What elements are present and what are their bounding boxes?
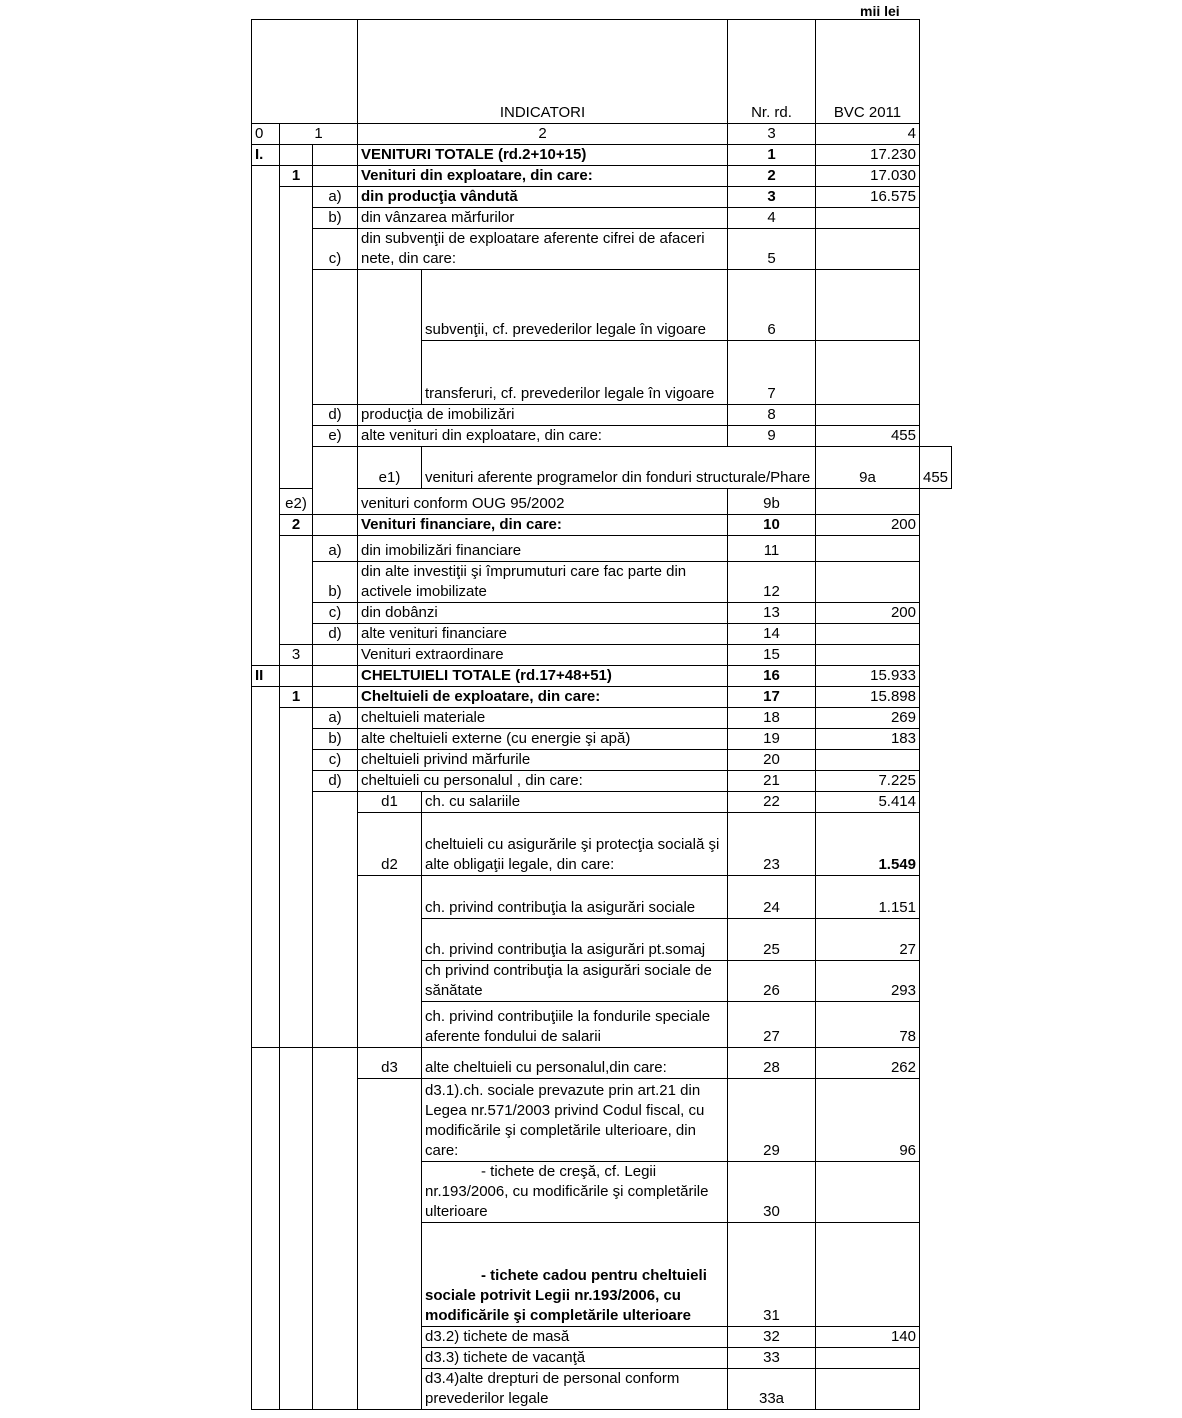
- row-number: 33: [728, 1348, 816, 1369]
- row-label: producţia de imobilizări: [358, 405, 728, 426]
- row-value: [816, 1162, 920, 1223]
- row-number: 9: [728, 426, 816, 447]
- row-letter: e1): [358, 447, 422, 489]
- table-row: [252, 515, 952, 536]
- row-number: 15: [728, 645, 816, 666]
- row-value: [816, 750, 920, 771]
- row-value: [816, 645, 920, 666]
- row-number: 3: [728, 187, 816, 208]
- row-number: 24: [728, 876, 816, 919]
- row-number: 10: [728, 515, 816, 536]
- row-letter: c): [313, 603, 358, 624]
- row-letter: b): [313, 208, 358, 229]
- table-row: [252, 624, 952, 645]
- row-number: 22: [728, 792, 816, 813]
- table-row: [252, 562, 952, 603]
- row-label: cheltuieli privind mărfurile: [358, 750, 728, 771]
- group-spacer: [280, 708, 313, 1048]
- group-spacer: [280, 536, 313, 645]
- row-value: [816, 1369, 920, 1410]
- row-value: 455: [920, 447, 952, 489]
- row-value: 262: [816, 1048, 920, 1079]
- letter-spacer: [313, 270, 358, 405]
- row-value: 293: [816, 961, 920, 1002]
- table-row: [252, 1048, 952, 1079]
- header-row-number: Nr. rd.: [728, 20, 816, 124]
- header-budget: BVC 2011: [816, 20, 920, 124]
- row-label: alte cheltuieli cu personalul,din care:: [422, 1048, 728, 1079]
- row-number: 5: [728, 229, 816, 270]
- row-label: ch. cu salariile: [422, 792, 728, 813]
- row-label: din dobânzi: [358, 603, 728, 624]
- row-number: 16: [728, 666, 816, 687]
- row-number: 23: [728, 813, 816, 876]
- column-number-row: [252, 124, 952, 145]
- row-letter: d): [313, 771, 358, 792]
- row-label: transferuri, cf. prevederilor legale în vigoare: [422, 341, 728, 405]
- table-row: [252, 645, 952, 666]
- row-label: [422, 1162, 728, 1223]
- sub-spacer: [358, 1079, 422, 1410]
- group-spacer: [313, 447, 358, 515]
- row-value: 16.575: [816, 187, 920, 208]
- column-number-2: 2: [358, 124, 728, 145]
- row-value: [816, 536, 920, 562]
- column-number-3: 3: [728, 124, 816, 145]
- row-label: din subvenţii de exploatare aferente cifrei de afaceri nete, din care:: [358, 229, 728, 270]
- row-subindex: d2: [358, 813, 422, 876]
- section-spacer: [252, 1048, 280, 1410]
- letter-spacer: [313, 1048, 358, 1410]
- group-number: 3: [280, 645, 313, 666]
- header-row: [252, 20, 952, 124]
- row-letter: a): [313, 536, 358, 562]
- row-number: 28: [728, 1048, 816, 1079]
- row-value: 27: [816, 919, 920, 961]
- row-label: alte cheltuieli externe (cu energie şi apă): [358, 729, 728, 750]
- row-label: [422, 1223, 728, 1327]
- row-number: 8: [728, 405, 816, 426]
- row-number: 12: [728, 562, 816, 603]
- row-number: 26: [728, 961, 816, 1002]
- header-blank-cell: [252, 20, 358, 124]
- table-row: [252, 208, 952, 229]
- row-number: 27: [728, 1002, 816, 1048]
- row-value: [816, 1223, 920, 1327]
- row-label-text: - tichete de creşă, cf. Legii nr.193/2006, cu modificările şi completările ulterioare: [425, 1163, 709, 1220]
- row-label: VENITURI TOTALE (rd.2+10+15): [358, 145, 728, 166]
- row-value: 140: [816, 1327, 920, 1348]
- row-number: 2: [728, 166, 816, 187]
- row-number: 33a: [728, 1369, 816, 1410]
- row-letter: b): [313, 562, 358, 603]
- row-subindex: d3: [358, 1048, 422, 1079]
- row-value: [816, 229, 920, 270]
- row-label: Venituri din exploatare, din care:: [358, 166, 728, 187]
- row-label: din vânzarea mărfurilor: [358, 208, 728, 229]
- table-row: [252, 536, 952, 562]
- row-label: ch. privind contribuţiile la fondurile speciale aferente fondului de salarii: [422, 1002, 728, 1048]
- row-letter: e): [313, 426, 358, 447]
- row-label: din imobilizări financiare: [358, 536, 728, 562]
- row-letter: a): [313, 708, 358, 729]
- row-value: [816, 405, 920, 426]
- row-label: Venituri financiare, din care:: [358, 515, 728, 536]
- row-letter: c): [313, 750, 358, 771]
- table-row: [252, 405, 952, 426]
- row-value: 17.030: [816, 166, 920, 187]
- sub-spacer: [358, 270, 422, 405]
- table-row: [252, 729, 952, 750]
- row-letter: d): [313, 624, 358, 645]
- group-spacer: [280, 1048, 313, 1410]
- row-number: 31: [728, 1223, 816, 1327]
- section-number: II: [252, 666, 280, 687]
- row-label: d3.3) tichete de vacanţă: [422, 1348, 728, 1369]
- row-number: 7: [728, 341, 816, 405]
- table-row: [252, 187, 952, 208]
- section-number: I.: [252, 145, 280, 166]
- row-number: 13: [728, 603, 816, 624]
- row-value: 96: [816, 1079, 920, 1162]
- sub-spacer: [358, 876, 422, 1048]
- row-number: 4: [728, 208, 816, 229]
- row-value: 200: [816, 515, 920, 536]
- row-value: [816, 1348, 920, 1369]
- table-row: [252, 447, 952, 489]
- header-indicator: INDICATORI: [358, 20, 728, 124]
- row-value: 200: [816, 603, 920, 624]
- row-number: 32: [728, 1327, 816, 1348]
- row-label: d3.1).ch. sociale prevazute prin art.21 din Legea nr.571/2003 privind Codul fiscal, cu modificările şi completările ulterioare, din care:: [422, 1079, 728, 1162]
- group-spacer: [280, 187, 313, 489]
- row-letter: b): [313, 729, 358, 750]
- row-number: 17: [728, 687, 816, 708]
- row-number: 18: [728, 708, 816, 729]
- row-value: [816, 562, 920, 603]
- table-row: [252, 708, 952, 729]
- row-label: venituri aferente programelor din fonduri structurale/Phare: [422, 447, 816, 489]
- letter-spacer: [313, 792, 358, 1048]
- row-value: 15.933: [816, 666, 920, 687]
- row-label: subvenţii, cf. prevederilor legale în vigoare: [422, 270, 728, 341]
- row-value: [816, 270, 920, 341]
- column-number-4: 4: [816, 124, 920, 145]
- row-value: [816, 489, 920, 515]
- row-number: 21: [728, 771, 816, 792]
- row-value: 15.898: [816, 687, 920, 708]
- row-label: din producţia vândută: [358, 187, 728, 208]
- section-spacer: [252, 687, 280, 1048]
- row-value: 7.225: [816, 771, 920, 792]
- table-row: [252, 792, 952, 813]
- row-value: 455: [816, 426, 920, 447]
- row-number: 6: [728, 270, 816, 341]
- row-label: d3.4)alte drepturi de personal conform prevederilor legale: [422, 1369, 728, 1410]
- row-letter: d): [313, 405, 358, 426]
- table-row: [252, 145, 952, 166]
- group-number: 1: [280, 687, 313, 708]
- table-row: [252, 603, 952, 624]
- row-label: CHELTUIELI TOTALE (rd.17+48+51): [358, 666, 728, 687]
- row-label: ch privind contribuţia la asigurări sociale de sănătate: [422, 961, 728, 1002]
- row-label: d3.2) tichete de masă: [422, 1327, 728, 1348]
- row-number: 20: [728, 750, 816, 771]
- row-label-text: - tichete cadou pentru cheltuieli sociale potrivit Legii nr.193/2006, cu modificările şi completările ulterioare: [425, 1267, 707, 1324]
- group-number: 2: [280, 515, 313, 536]
- row-value: 183: [816, 729, 920, 750]
- row-number: 14: [728, 624, 816, 645]
- row-letter: c): [313, 229, 358, 270]
- section-spacer: [252, 166, 280, 666]
- row-label: Cheltuieli de exploatare, din care:: [358, 687, 728, 708]
- row-label: cheltuieli cu asigurările şi protecţia socială şi alte obligaţii legale, din care:: [422, 813, 728, 876]
- row-label: ch. privind contribuţia la asigurări sociale: [422, 876, 728, 919]
- table-row: [252, 229, 952, 270]
- row-number: 9b: [728, 489, 816, 515]
- row-value: 5.414: [816, 792, 920, 813]
- column-number-1: 1: [280, 124, 358, 145]
- row-number: 9a: [816, 447, 920, 489]
- row-value: 1.151: [816, 876, 920, 919]
- table-row: [252, 426, 952, 447]
- row-label: cheltuieli cu personalul , din care:: [358, 771, 728, 792]
- row-subindex: d1: [358, 792, 422, 813]
- row-label: alte venituri din exploatare, din care:: [358, 426, 728, 447]
- row-number: 29: [728, 1079, 816, 1162]
- row-value: [816, 624, 920, 645]
- row-value: [816, 341, 920, 405]
- row-label: alte venituri financiare: [358, 624, 728, 645]
- row-value: 17.230: [816, 145, 920, 166]
- column-number-0: 0: [252, 124, 280, 145]
- row-value: 1.549: [816, 813, 920, 876]
- row-label: ch. privind contribuţia la asigurări pt.somaj: [422, 919, 728, 961]
- table-row: [252, 687, 952, 708]
- table-row: [252, 166, 952, 187]
- row-letter: a): [313, 187, 358, 208]
- row-label: cheltuieli materiale: [358, 708, 728, 729]
- row-value: [816, 208, 920, 229]
- table-row: [252, 666, 952, 687]
- row-number: 1: [728, 145, 816, 166]
- row-label: din alte investiţii şi împrumuturi care fac parte din activele imobilizate: [358, 562, 728, 603]
- row-label: Venituri extraordinare: [358, 645, 728, 666]
- budget-table: [251, 19, 952, 1410]
- row-number: 25: [728, 919, 816, 961]
- row-number: 11: [728, 536, 816, 562]
- table-row: [252, 771, 952, 792]
- row-number: 19: [728, 729, 816, 750]
- group-number: 1: [280, 166, 313, 187]
- row-value: 78: [816, 1002, 920, 1048]
- table-row: [252, 750, 952, 771]
- row-label: venituri conform OUG 95/2002: [358, 489, 728, 515]
- row-letter: e2): [280, 489, 313, 515]
- row-number: 30: [728, 1162, 816, 1223]
- table-row: [252, 270, 952, 341]
- unit-note: mii lei: [860, 3, 900, 19]
- row-value: 269: [816, 708, 920, 729]
